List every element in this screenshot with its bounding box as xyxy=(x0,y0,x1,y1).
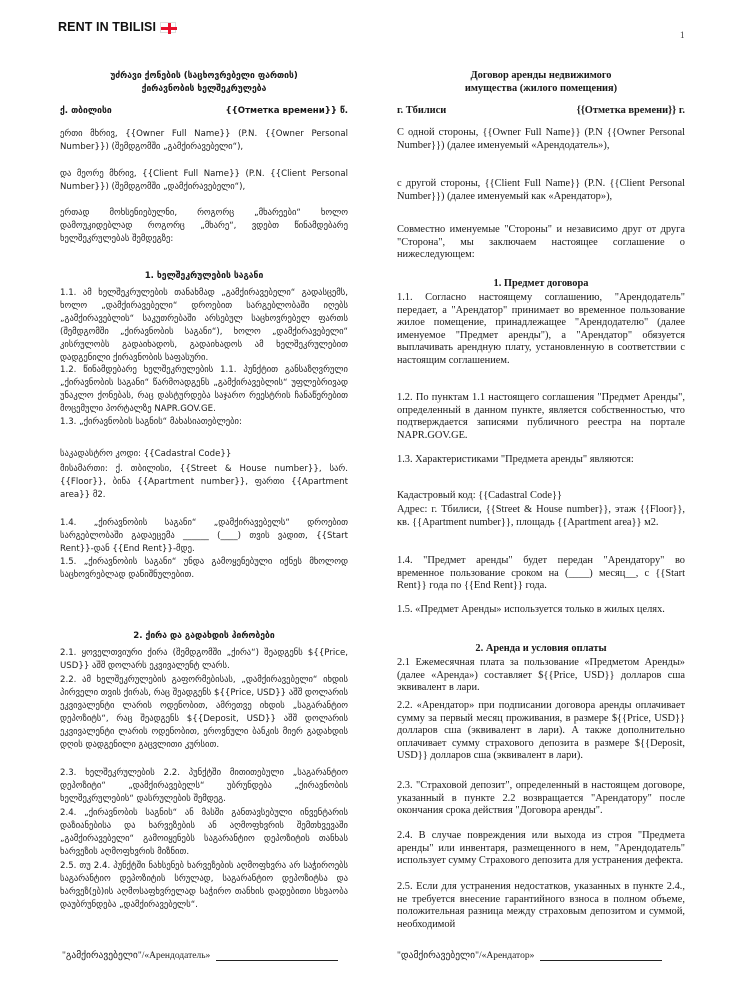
russian-section-2-title: 2. Аренда и условия оплаты xyxy=(475,643,607,654)
georgian-section-1-title: 1. ხელშეკრულების საგანი xyxy=(144,271,264,281)
georgian-city: ქ. თბილისი xyxy=(60,106,112,116)
georgian-date: {{Отметка времени}} წ. xyxy=(225,106,348,116)
russian-clause-1-4: 1.4. "Предмет аренды" будет передан "Арендатору" во временное пользование сроком на (____) месяц__, с {{Start Rent}} года по {{End Rent}} года. xyxy=(397,555,685,592)
russian-date: {{Отметка времени}} г. xyxy=(576,105,685,116)
georgian-clause-1-3: 1.3. „ქირავნობის საგნის“ მახასიათებლები: xyxy=(60,417,242,427)
russian-clause-2-2: 2.2. «Арендатор» при подписании договора аренды оплачивает сумму за первый месяц проживания, в размере ${{Price, USD}} долларов сша (эквивалент в лари). А также дополнительно оплачивает сумму страхового депозита в размере ${{Deposit, USD}} долларов сша (эквивалент в лари). xyxy=(397,700,685,762)
georgian-place-date xyxy=(60,105,348,118)
logo-text: RENT IN TBILISI xyxy=(58,20,157,34)
page-number: 1 xyxy=(680,30,685,40)
russian-clause-1-2: 1.2. По пунктам 1.1 настоящего соглашения "Предмет Аренды", определенный в данном пункте, является собственностью, что подтверждается записями публичного реестра на портале NAPR.GOV.GE. xyxy=(397,392,685,441)
georgian-cadastral-code: საკადასტრო კოდი: {{Cadastral Code}} xyxy=(60,449,232,459)
georgian-flag-icon xyxy=(160,22,176,33)
georgian-party-2: და მეორე მხრივ, {{Client Full Name}} (P.N. {{Client Personal Number}}) (შემდგომში „დამქირავებელი“), xyxy=(60,169,348,192)
georgian-intro: ერთად მოხსენიებულნი, როგორც „მხარეები“ ხოლო დამოუკიდებლად როგორც „მხარე“, ვდებთ წინამდებარე ხელშეკრულებას შემდეგზე: xyxy=(60,208,348,244)
tenant-signature-label: "დამქირავებელი"/«Арендатор» xyxy=(397,951,537,961)
georgian-clause-2-5: 2.5. თუ 2.4. პუნქტში ნახსენებ ხარვეზების აღმოფხვრა არ საჭიროებს საგარანტიო დეპოზიტის სრულად, საგარანტიო დეპოზიტსა და ხარვეზ(ებ)ის აღმოსაფხვრელად საჭირო თანხის დადებითი სხვაობა დაუბრუნდება „დამქირავებელს“. xyxy=(60,861,348,910)
georgian-title xyxy=(60,70,348,96)
georgian-clause-1-5: 1.5. „ქირავნობის საგანი“ უნდა გამოყენებული იქნეს მხოლოდ საცხოვრებლად დანიშნულებით. xyxy=(60,557,348,580)
russian-clause-1-5: 1.5. «Предмет Аренды» используется только в жилых целях. xyxy=(397,604,665,615)
georgian-section-2-title: 2. ქირა და გადახდის პირობები xyxy=(133,631,275,641)
russian-section-1-title: 1. Предмет договора xyxy=(493,278,589,289)
tenant-signature-line xyxy=(397,950,662,961)
russian-clause-2-4: 2.4. В случае повреждения или выхода из строя "Предмета аренды" или инвентаря, размещенного в нем, "Арендодатель" использует сумму Страхового депозита для устранения дефекта. xyxy=(397,830,685,867)
russian-cadastral-code: Кадастровый код: {{Cadastral Code}} xyxy=(397,490,562,501)
georgian-party-1: ერთი მხრივ, {{Owner Full Name}} (P.N. {{Owner Personal Number}}) (შემდგომში „გამქირავებელი“), xyxy=(60,129,348,152)
russian-party-2: с другой стороны, {{Client Full Name}} (P.N. {{Client Personal Number}}) (далее именуемый как «Арендатор»), xyxy=(397,178,685,202)
georgian-clause-2-2: 2.2. ამ ხელშეკრულების გაფორმებისას, „დამქირავებელი“ იხდის პირველი თვის ქირას, რაც შეადგენს ${{Price, USD}} აშშ დოლარის ეკვივალენტი ლარის ოდენობით, ამრეთვე იხდის „საგარანტიო დეპოზიტს“, რაც შეადგენს ${{Deposit, USD}} აშშ დოლარის ეკვივალენტი ლარის ოდენობით, ეროვნული ბანკის მიერ გადახდის დღის დადგენილი გაცვლითი კურსით. xyxy=(60,675,348,750)
russian-intro: Совместно именуемые "Стороны" и независимо друг от друга "Сторона", мы заключаем настоящее соглашение о нижеследующем: xyxy=(397,224,685,261)
russian-clause-2-5: 2.5. Если для устранения недостатков, указанных в пункте 2.4., не требуется внесение гарантийного взноса в полном объеме, положительная разница между страховым депозитом и суммой, необходимой xyxy=(397,881,685,930)
landlord-signature-blank xyxy=(216,951,338,961)
russian-clause-2-3: 2.3. "Страховой депозит", определенный в настоящем договоре, указанный в пункте 2.2 возвращается "Арендатору" после окончания срока действия "Договора аренды". xyxy=(397,780,685,817)
georgian-clause-2-1: 2.1. ყოველთვიური ქირა (შემდგომში „ქირა“) შეადგენს ${{Price, USD}} აშშ დოლარს ეკვივალენტ ლარს. xyxy=(60,648,348,671)
russian-clause-1-3: 1.3. Характеристиками "Предмета аренды" являются: xyxy=(397,454,634,465)
rent-in-tbilisi-logo xyxy=(58,20,176,34)
russian-clause-2-1: 2.1 Ежемесячная плата за пользование «Предметом Аренды» (далее «Аренда») составляет ${{Price, USD}} долларов сша эквивалент в лари. xyxy=(397,657,685,694)
landlord-signature-line xyxy=(62,950,338,961)
russian-city: г. Тбилиси xyxy=(397,105,447,116)
russian-title xyxy=(397,70,685,95)
georgian-address: მისამართი: ქ. თბილისი, {{Street & House number}}, სარ. {{Floor}}, ბინა {{Apartment number}}, ფართი {{Apartment area}} მ2. xyxy=(60,464,348,500)
russian-place-date xyxy=(397,105,685,118)
tenant-signature-blank xyxy=(540,951,662,961)
georgian-clause-2-3: 2.3. ხელშეკრულების 2.2. პუნქტში მითითებული „საგარანტიო დეპოზიტი“ „დამქირავებელს“ უბრუნდება „ქირავნობის ხელშეკრულების“ დასრულების შემდეგ. xyxy=(60,768,348,804)
georgian-clause-2-4: 2.4. „ქირავნობის საგნის“ ან მასში განთავსებული ინვენტარის დაზიანებისა და ხარვეზების ან აღმოფხვრის შემთხვევაში „გამქირავებელი“ გამოიყენებს საგარანტიო დეპოზიტის თანხას ხარვეზის აღმოფხვრის მიზნით. xyxy=(60,808,348,857)
georgian-title-line2: ქირავნობის ხელშეკრულება xyxy=(141,84,267,94)
russian-address: Адрес: г. Тбилиси, {{Street & House number}}, этаж {{Floor}}, кв. {{Apartment number}}, площадь {{Apartment area}} м2. xyxy=(397,504,685,528)
russian-clause-1-1: 1.1. Согласно настоящему соглашению, "Арендодатель" передает, а "Арендатор" принимает во временное пользование жилое помещение, принадлежащее "Арендодателю" (далее именуемое "Предмет аренды"), а "Арендатор" обязуется выплачивать арендную плату, установленную в соответствии с настоящим соглашением. xyxy=(397,292,685,366)
georgian-clause-1-2: 1.2. წინამდებარე ხელშეკრულების 1.1. პუნქტით განსაზღვრული „ქირავნობის საგანი“ წარმოადგენს „გამქირავებლის“ უფლებრივად უნაკლო ქონებას, რაც დასტურდება საჯარო რეესტრის ჩანაწერებით მოცემული პორტალზე NAPR.GOV.GE. xyxy=(60,365,348,414)
georgian-clause-1-4: 1.4. „ქირავნობის საგანი“ „დამქირავებელს“ დროებით სარგებლობაში გადაეცემა ______ (____) თვის ვადით, {{Start Rent}}-დან {{End Rent}}-მდე. xyxy=(60,518,348,554)
russian-title-line2: имущества (жилого помещения) xyxy=(464,82,618,94)
georgian-title-line1: უძრავი ქონების (საცხოვრებელი ფართის) xyxy=(110,71,298,81)
russian-party-1: С одной стороны, {{Owner Full Name}} (P.N {{Owner Personal Number}}) (далее именуемый «Арендодатель»), xyxy=(397,127,685,151)
georgian-clause-1-1: 1.1. ამ ხელშეკრულების თანახმად „გამქირავებელი“ გადასცემს, ხოლო „დამქირავებელი“ დროებით სარგებლობაში იღებს „გამქირავებლის“ საკუთრებაში არსებულ საცხოვრებელ ფართს (შემდგომში „ქირავნობის საგანი“), ხოლო „დამქირავებელი“ კისრულობს გადაიხადოს, გადაიხადოს ამ ხელშეკრულებით დადგენილი ქირავნობის საფასური. xyxy=(60,288,348,363)
landlord-signature-label: "გამქირავებელი"/«Арендодатель» xyxy=(62,951,213,961)
russian-title-line1: Договор аренды недвижимого xyxy=(470,70,612,81)
